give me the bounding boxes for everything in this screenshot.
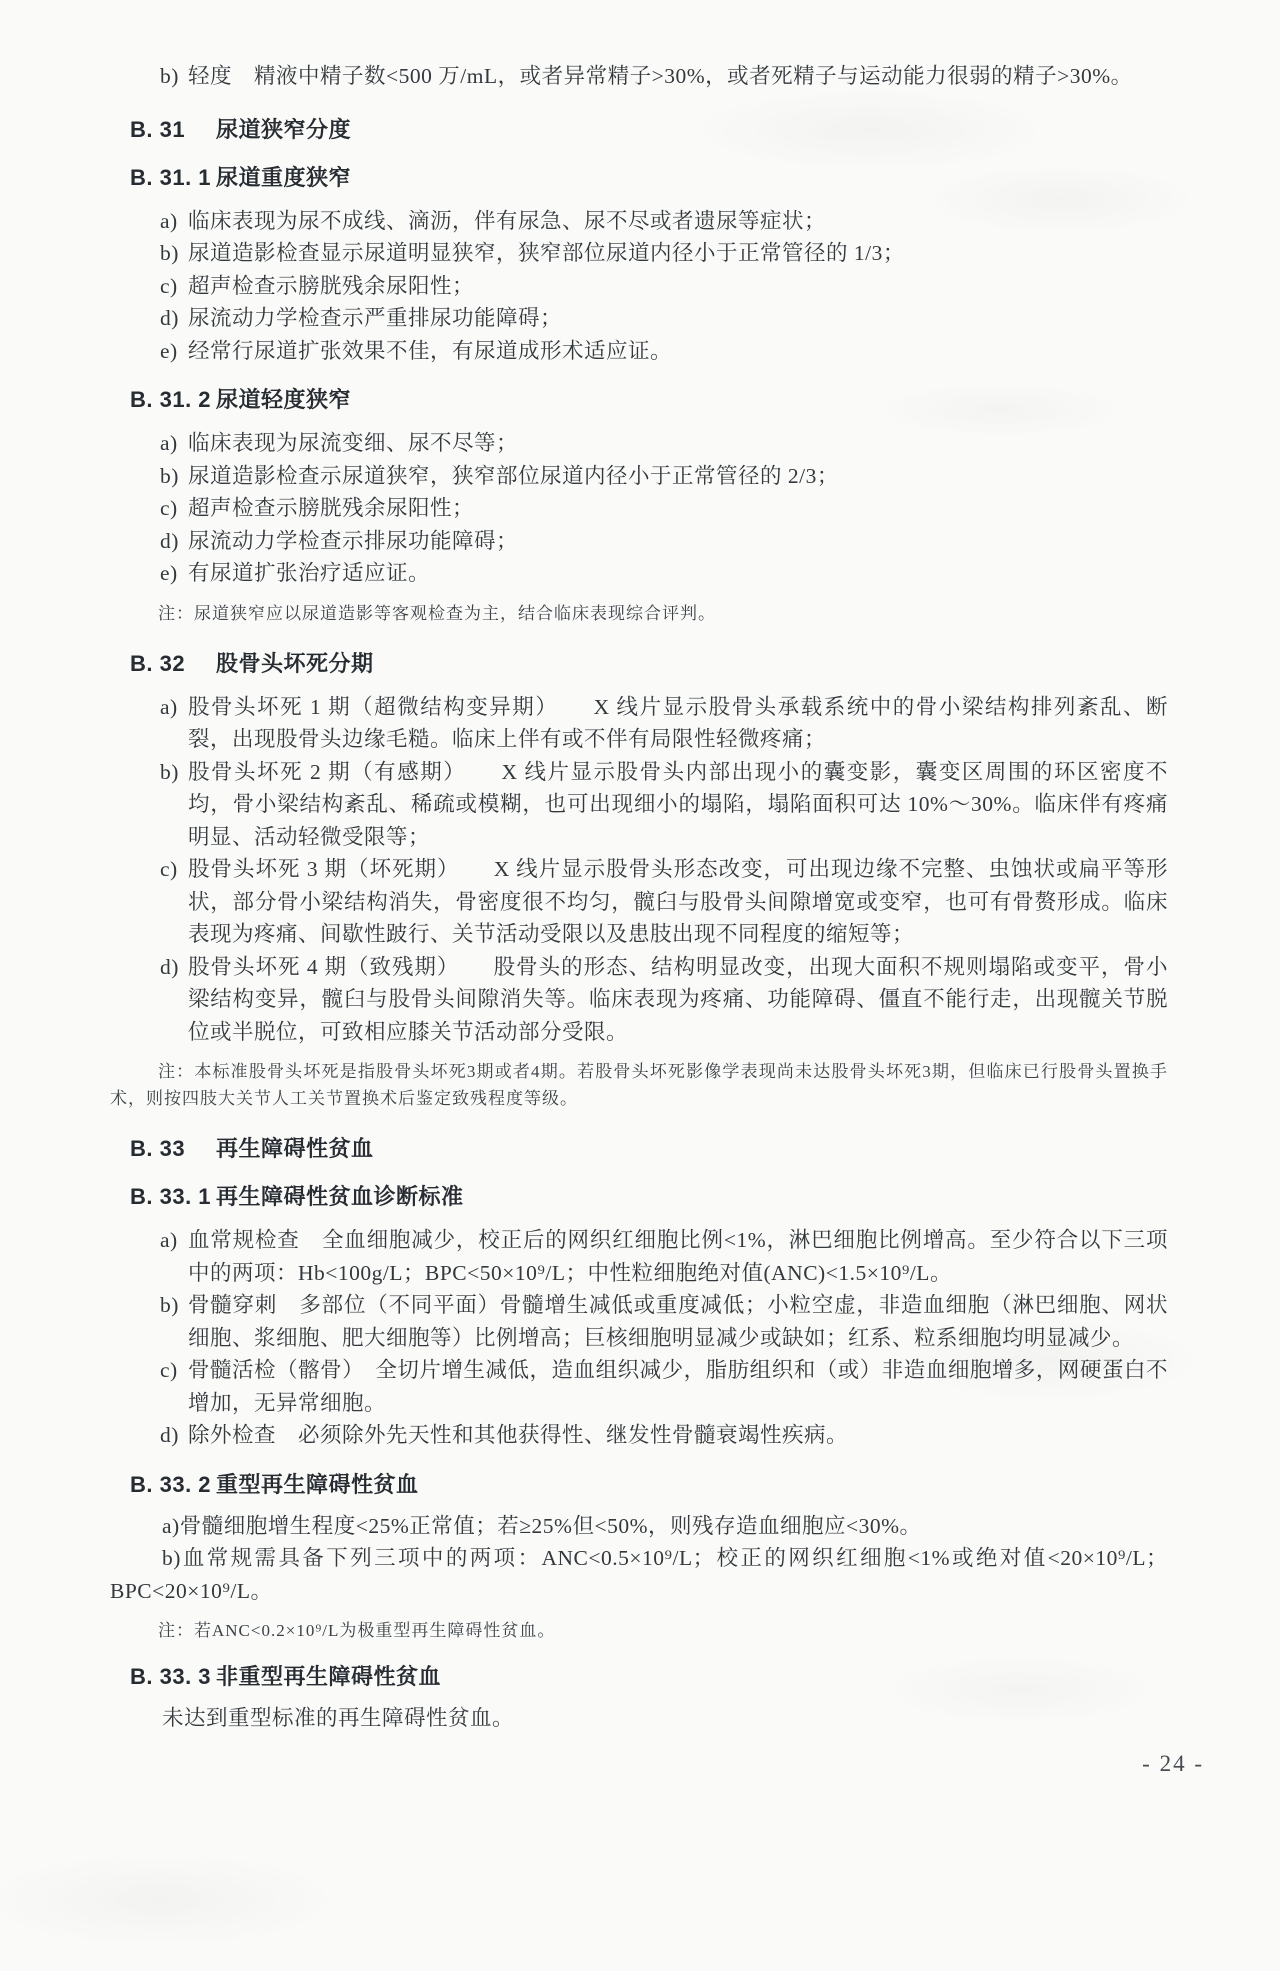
item-marker: a) [160, 694, 178, 719]
section-heading-b33-2 [130, 1470, 1168, 1500]
item-text: 超声检查示膀胱残余尿阳性； [188, 496, 475, 520]
item-text: 尿道造影检查显示尿道明显狭窄，狭窄部位尿道内径小于正常管径的 1/3； [188, 241, 905, 265]
page-number: - 24 - [1142, 1750, 1204, 1776]
list-item [130, 557, 1168, 590]
section-number: B. 31. 2 [130, 387, 212, 412]
list-item [130, 205, 1168, 238]
section-title: 重型再生障碍性贫血 [216, 1471, 419, 1497]
section-title: 再生障碍性贫血 [216, 1136, 374, 1161]
item-text: 尿流动力学检查示严重排尿功能障碍； [188, 306, 563, 330]
section-heading-b31-2 [130, 385, 1168, 415]
item-marker: c) [160, 273, 178, 298]
section-title: 非重型再生障碍性贫血 [216, 1664, 442, 1689]
list-item [130, 951, 1168, 1049]
list-item [130, 302, 1168, 335]
list-item [130, 460, 1168, 493]
section-title: 尿道狭窄分度 [216, 116, 352, 142]
list-item [130, 1419, 1168, 1452]
list-item [130, 1224, 1168, 1289]
note: 注：尿道狭窄应以尿道造影等客观检查为主，结合临床表现综合评判。 [158, 603, 716, 623]
item-text: 血常规检查 全血细胞减少，校正后的网织红细胞比例<1%，淋巴细胞比例增高。至少符合以下三项中的两项：Hb<100g/L；BPC<50×10⁹/L；中性粒细胞绝对值(ANC)<1.5×10⁹/L。 [188, 1228, 1168, 1285]
item-text: 骨髓穿刺 多部位（不同平面）骨髓增生减低或重度减低；小粒空虚，非造血细胞（淋巴细胞、网状细胞、浆细胞、肥大细胞等）比例增高；巨核细胞明显减少或缺如；红系、粒系细胞均明显减少。 [188, 1293, 1168, 1350]
item-text: 股骨头坏死 3 期（坏死期） X 线片显示股骨头形态改变，可出现边缘不完整、虫蚀状或扁平等形状，部分骨小梁结构消失，骨密度很不均匀，髋臼与股骨头间隙增宽或变窄，也可有骨赘形成。临床表现为疼痛、间歇性跛行、关节活动受限以及患肢出现不同程度的缩短等； [188, 857, 1168, 946]
section-number: B. 33. 3 [130, 1664, 212, 1689]
item-text: 超声检查示膀胱残余尿阳性； [188, 273, 475, 298]
item-marker: b) [160, 64, 179, 88]
item-marker: a) [160, 1228, 178, 1252]
section-title: 股骨头坏死分期 [216, 650, 374, 676]
item-marker: e) [160, 338, 178, 363]
section-heading-b32 [130, 649, 1168, 679]
item-text: 轻度 精液中精子数<500 万/mL，或者异常精子>30%，或者死精子与运动能力很弱的精子>30%。 [188, 64, 1133, 88]
item-text: 尿道造影检查示尿道狭窄，狭窄部位尿道内径小于正常管径的 2/3； [188, 463, 839, 488]
list-item [130, 1354, 1168, 1419]
section-number: B. 31. 1 [130, 164, 212, 190]
section-number: B. 31 [130, 116, 186, 142]
item-marker: b) [160, 1293, 179, 1317]
item-marker: c) [160, 857, 178, 881]
item-text: 股骨头坏死 2 期（有感期） X 线片显示股骨头内部出现小的囊变影，囊变区周围的环区密度不均，骨小梁结构紊乱、稀疏或模糊，也可出现细小的塌陷，塌陷面积可达 10%～30%。临床伴有疼痛明显、活动轻微受限等； [188, 759, 1168, 849]
item-marker: c) [160, 1358, 178, 1382]
section-heading-b33 [130, 1134, 1168, 1164]
item-text: 临床表现为尿流变细、尿不尽等； [188, 431, 519, 455]
item-marker: b) [160, 241, 179, 265]
list-b31-1 [130, 205, 1168, 368]
item-marker: b) [160, 759, 179, 784]
item-text: 临床表现为尿不成线、滴沥，伴有尿急、尿不尽或者遗尿等症状； [188, 208, 827, 233]
note: 注：本标准股骨头坏死是指股骨头坏死3期或者4期。若股骨头坏死影像学表现尚未达股骨头坏死3期，但临床已行股骨头置换手术，则按四肢大关节人工关节置换术后鉴定致残程度等级。 [110, 1062, 1168, 1108]
list-b32 [130, 691, 1168, 1049]
item-marker: d) [160, 306, 179, 330]
paragraph: 未达到重型标准的再生障碍性贫血。 [162, 1706, 515, 1730]
item-marker: a) [160, 431, 178, 455]
item-marker: c) [160, 496, 178, 520]
item-text: 经常行尿道扩张效果不佳，有尿道成形术适应证。 [188, 338, 673, 363]
item-text: 股骨头坏死 1 期（超微结构变异期） X 线片显示股骨头承载系统中的骨小梁结构排列紊乱、断裂，出现股骨头边缘毛糙。临床上伴有或不伴有局限性轻微疼痛； [188, 694, 1168, 751]
list-item [130, 1289, 1168, 1354]
list-item [130, 492, 1168, 525]
list-item [130, 237, 1168, 270]
section-title: 尿道重度狭窄 [216, 164, 352, 190]
section-number: B. 33. 2 [130, 1471, 212, 1497]
section-heading-b31 [130, 115, 1168, 145]
item-marker: d) [160, 1423, 179, 1447]
list-item [130, 60, 1168, 93]
section-number: B. 33 [130, 1136, 186, 1161]
item-text: 尿流动力学检查示排尿功能障碍； [188, 528, 519, 553]
list-b31-2 [130, 427, 1168, 590]
list-item [130, 270, 1168, 303]
paragraph: a)骨髓细胞增生程度<25%正常值；若≥25%但<50%，则残存造血细胞应<30%。 [162, 1513, 922, 1538]
section-heading-b33-3 [130, 1662, 1168, 1692]
item-text: 股骨头坏死 4 期（致残期） 股骨头的形态、结构明显改变，出现大面积不规则塌陷或变平，骨小梁结构变异，髋臼与股骨头间隙消失等。临床表现为疼痛、功能障碍、僵直不能行走，出现髋关节脱位或半脱位，可致相应膝关节活动部分受限。 [188, 954, 1168, 1044]
list-item [130, 756, 1168, 854]
list-b33-1 [130, 1224, 1168, 1452]
item-text: 有尿道扩张治疗适应证。 [188, 561, 431, 585]
item-marker: d) [160, 528, 179, 553]
section-number: B. 32 [130, 650, 186, 676]
item-marker: e) [160, 561, 178, 585]
item-text: 除外检查 必须除外先天性和其他获得性、继发性骨髓衰竭性疾病。 [188, 1423, 849, 1447]
list-item [130, 335, 1168, 368]
list-item [130, 853, 1168, 951]
list-item [130, 691, 1168, 756]
item-marker: b) [160, 463, 179, 488]
section-heading-b33-1 [130, 1182, 1168, 1212]
list-item [130, 525, 1168, 558]
section-number: B. 33. 1 [130, 1184, 212, 1209]
section-title: 尿道轻度狭窄 [216, 387, 352, 412]
item-marker: a) [160, 208, 178, 233]
item-marker: d) [160, 954, 179, 979]
item-text: 骨髓活检（髂骨） 全切片增生减低，造血组织减少，脂肪组织和（或）非造血细胞增多，网硬蛋白不增加，无异常细胞。 [188, 1358, 1168, 1415]
section-title: 再生障碍性贫血诊断标准 [216, 1184, 464, 1209]
paragraph: b)血常规需具备下列三项中的两项：ANC<0.5×10⁹/L；校正的网织红细胞<1%或绝对值<20×10⁹/L；BPC<20×10⁹/L。 [110, 1546, 1168, 1603]
list-item [130, 427, 1168, 460]
section-heading-b31-1 [130, 163, 1168, 193]
note: 注：若ANC<0.2×10⁹/L为极重型再生障碍性贫血。 [158, 1621, 556, 1640]
